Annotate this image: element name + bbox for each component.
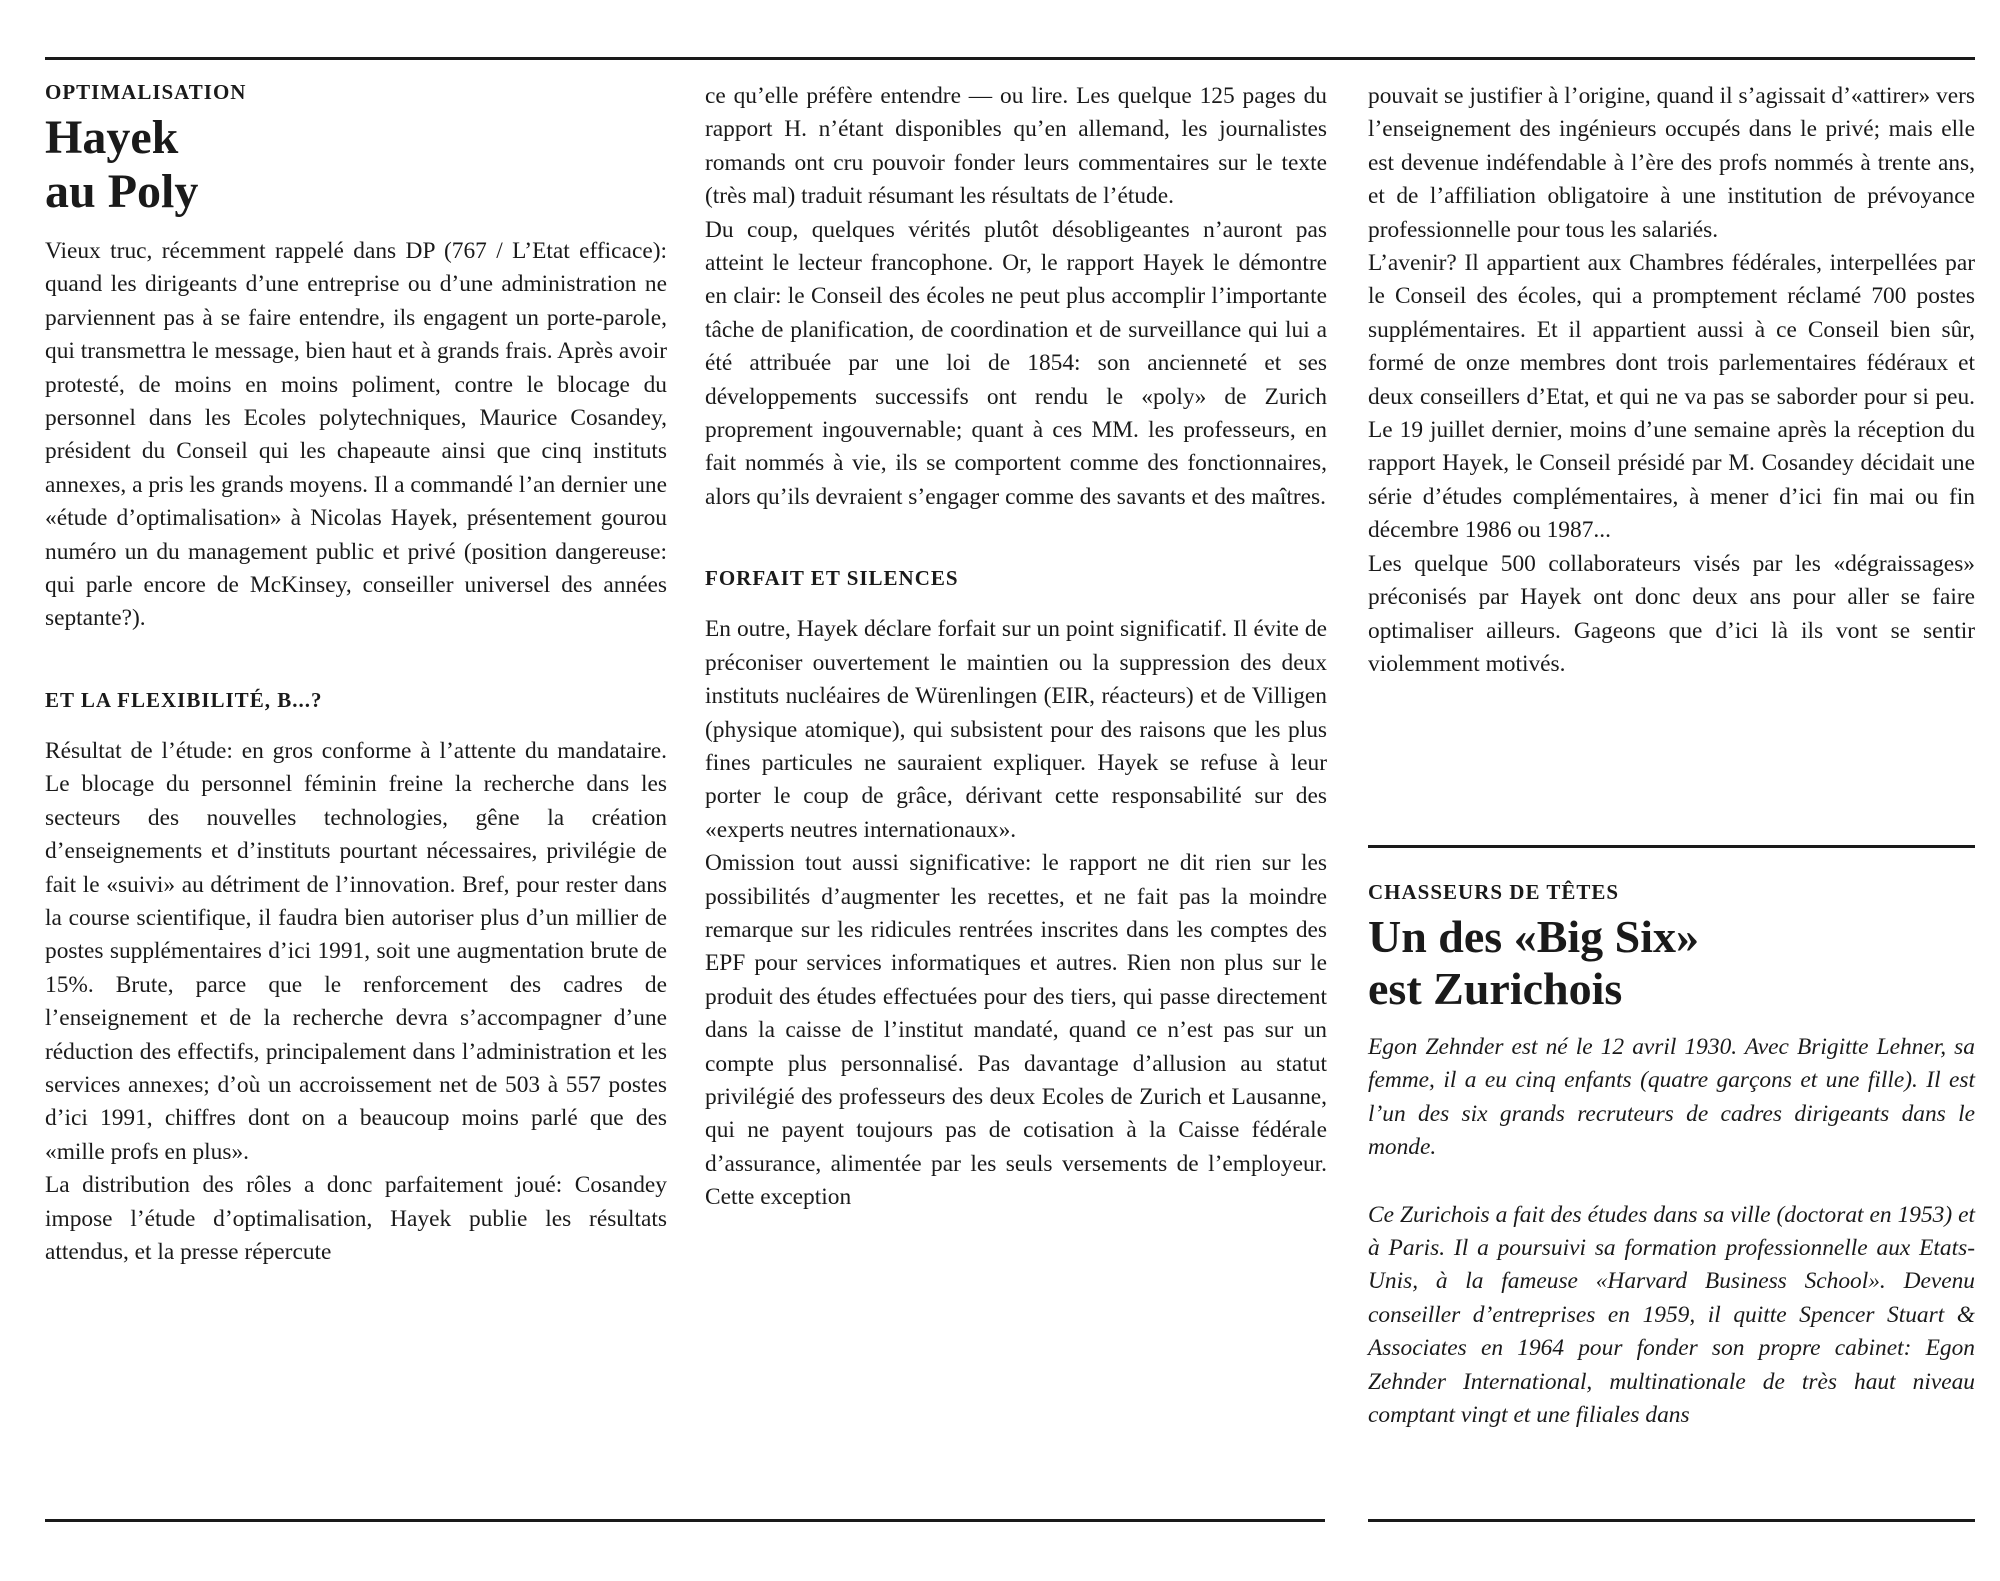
subhead-flexibilite: ET LA FLEXIBILITÉ, B...? (45, 687, 323, 712)
paragraph: Du coup, quelques vérités plutôt désobligeantes n’auront pas atteint le lecteur francophone. Or, le rapport Hayek le démontre en clair: le Conseil des écoles ne peut plus accomplir l’importante tâche de planification, de coordination et de surveillance qui lui a été attribuée par une loi de 1854: son ancienneté et ses développements successifs ont rendu le «poly» de Zurich proprement ingouvernable; quant à ces MM. les professeurs, en fait nommés à vie, ils se comportent comme des fonctionnaires, alors qu’ils devraient s’engager comme des savants et des maîtres. (705, 216, 1327, 510)
paragraph: Vieux truc, récemment rappelé dans DP (767 / L’Etat efficace): quand les dirigeants d’une entreprise ou d’une administration ne parviennent pas à se faire entendre, ils engagent un porte-parole, qui transmettra le message, bien haut et à grands frais. Après avoir protesté, de moins en moins poliment, contre le blocage du personnel dans les Ecoles polytechniques, Maurice Cosandey, président du Conseil qui les chapeaute ainsi que cinq instituts annexes, a pris les grands moyens. Il a commandé l’an dernier une «étude d’optimalisation» à Nicolas Hayek, présentement gourou numéro un du management public et privé (position dangereuse: qui parle encore de McKinsey, conseiller universel des années septante?). (45, 238, 667, 632)
paragraph: En outre, Hayek déclare forfait sur un point significatif. Il évite de préconiser ouvertement le maintien ou la suppression des deux instituts nucléaires de Würenlingen (EIR, réacteurs) et de Villigen (physique atomique), qui subsistent pour des raisons que les plus fines particules ne sauraient expliquer. Hayek se refuse à leur porter le coup de grâce, dérivant cette responsabilité sur des «experts neutres internationaux». (705, 616, 1327, 843)
left-column (45, 80, 667, 1269)
paragraph: Omission tout aussi significative: le rapport ne dit rien sur les possibilités d’augmenter les recettes, et ne fait pas la moindre remarque sur les ridicules rentrées inscrites dans les comptes des EPF pour services informatiques et autres. Rien non plus sur le produit des études effectuées pour des tiers, qui passe directement dans la caisse de l’institut mandaté, quand ce n’est pas sur un compte plus personnalisé. Pas davantage d’allusion au statut privilégié des professeurs des deux Ecoles de Zurich et Lausanne, qui ne payent toujours pas de cotisation à la Caisse fédérale d’assurance, alimentée par les seuls versements de l’employeur. Cette exception (705, 850, 1327, 1211)
headline-line: est Zurichois (1368, 963, 1623, 1014)
headline-line: au Poly (45, 165, 199, 218)
italic-paragraph: Ce Zurichois a fait des études dans sa ville (doctorat en 1953) et à Paris. Il a poursuivi sa formation professionnelle aux Etats-Unis, à la fameuse «Harvard Business School». Devenu conseiller d’entreprises en 1959, il quitte Spencer Stuart & Associates en 1964 pour fonder son propre cabinet: Egon Zehnder International, multinationale de très haut niveau comptant vingt et une filiales dans (1368, 1201, 1975, 1429)
kicker-optimalisation: OPTIMALISATION (45, 80, 247, 104)
right-column-lower (1368, 880, 1975, 1432)
middle-column (705, 80, 1327, 1215)
paragraph: pouvait se justifier à l’origine, quand il s’agissait d’«attirer» vers l’enseignement des ingénieurs occupés dans le privé; mais elle est devenue indéfendable à l’ère des profs nommés à trente ans, et de l’affiliation obligatoire à une institution de prévoyance professionnelle pour tous les salariés. (1368, 83, 1975, 243)
section-divider-rule (1368, 845, 1975, 848)
headline-big-six (1368, 911, 1975, 1015)
top-rule (45, 57, 1975, 60)
paragraph: La distribution des rôles a donc parfaitement joué: Cosandey impose l’étude d’optimalisation, Hayek publie les résultats attendus, et la presse répercute (45, 1172, 667, 1265)
right-column-upper (1368, 80, 1975, 681)
paragraph: Résultat de l’étude: en gros conforme à l’attente du mandataire. Le blocage du personnel féminin freine la recherche dans les secteurs des nouvelles technologies, gêne la création d’enseignements et d’instituts pourtant nécessaires, privilégie de fait le «suivi» au détriment de l’innovation. Bref, pour rester dans la course scientifique, il faudra bien autoriser plus d’un millier de postes supplémentaires d’ici 1991, soit une augmentation brute de 15%. Brute, parce que le renforcement des cadres de l’enseignement et de la recherche devra s’accompagner d’une réduction des effectifs, principalement dans l’administration et les services annexes; d’où un accroissement net de 503 à 557 postes d’ici 1991, chiffres dont on a beaucoup moins parlé que des «mille profs en plus». (45, 737, 667, 1165)
paragraph: Les quelque 500 collaborateurs visés par les «dégraissages» préconisés par Hayek ont donc deux ans pour aller se faire optimaliser ailleurs. Gageons que d’ici là ils vont se sentir violemment motivés. (1368, 550, 1975, 677)
subhead-forfait-et-silences: FORFAIT ET SILENCES (705, 566, 959, 591)
bottom-rule-right (1368, 1519, 1975, 1522)
paragraph: ce qu’elle préfère entendre — ou lire. Les quelque 125 pages du rapport H. n’étant disponibles qu’en allemand, les journalistes romands ont cru pouvoir fonder leurs commentaires sur le texte (très mal) traduit résumant les résultats de l’étude. (705, 83, 1327, 210)
paragraph: L’avenir? Il appartient aux Chambres fédérales, interpellées par le Conseil des écoles, qui a promptement réclamé 700 postes supplémentaires. Et il appartient aussi à ce Conseil bien sûr, formé de onze membres dont trois parlementaires fédéraux et deux conseillers d’Etat, et qui ne va pas se saborder pour si peu. Le 19 juillet dernier, moins d’une semaine après la réception du rapport Hayek, le Conseil présidé par M. Cosandey décidait une série d’études complémentaires, à mener d’ici fin mai ou fin décembre 1986 ou 1987... (1368, 250, 1975, 544)
headline-hayek-au-poly (45, 111, 667, 219)
italic-paragraph: Egon Zehnder est né le 12 avril 1930. Avec Brigitte Lehner, sa femme, il a eu cinq enfants (quatre garçons et une fille). Il est l’un des six grands recruteurs de cadres dirigeants dans le monde. (1368, 1034, 1975, 1161)
bottom-rule-left (45, 1519, 1325, 1522)
kicker-chasseurs-de-tetes: CHASSEURS DE TÊTES (1368, 880, 1620, 904)
headline-line: Hayek (45, 111, 179, 164)
headline-line: Un des «Big Six» (1368, 911, 1700, 962)
